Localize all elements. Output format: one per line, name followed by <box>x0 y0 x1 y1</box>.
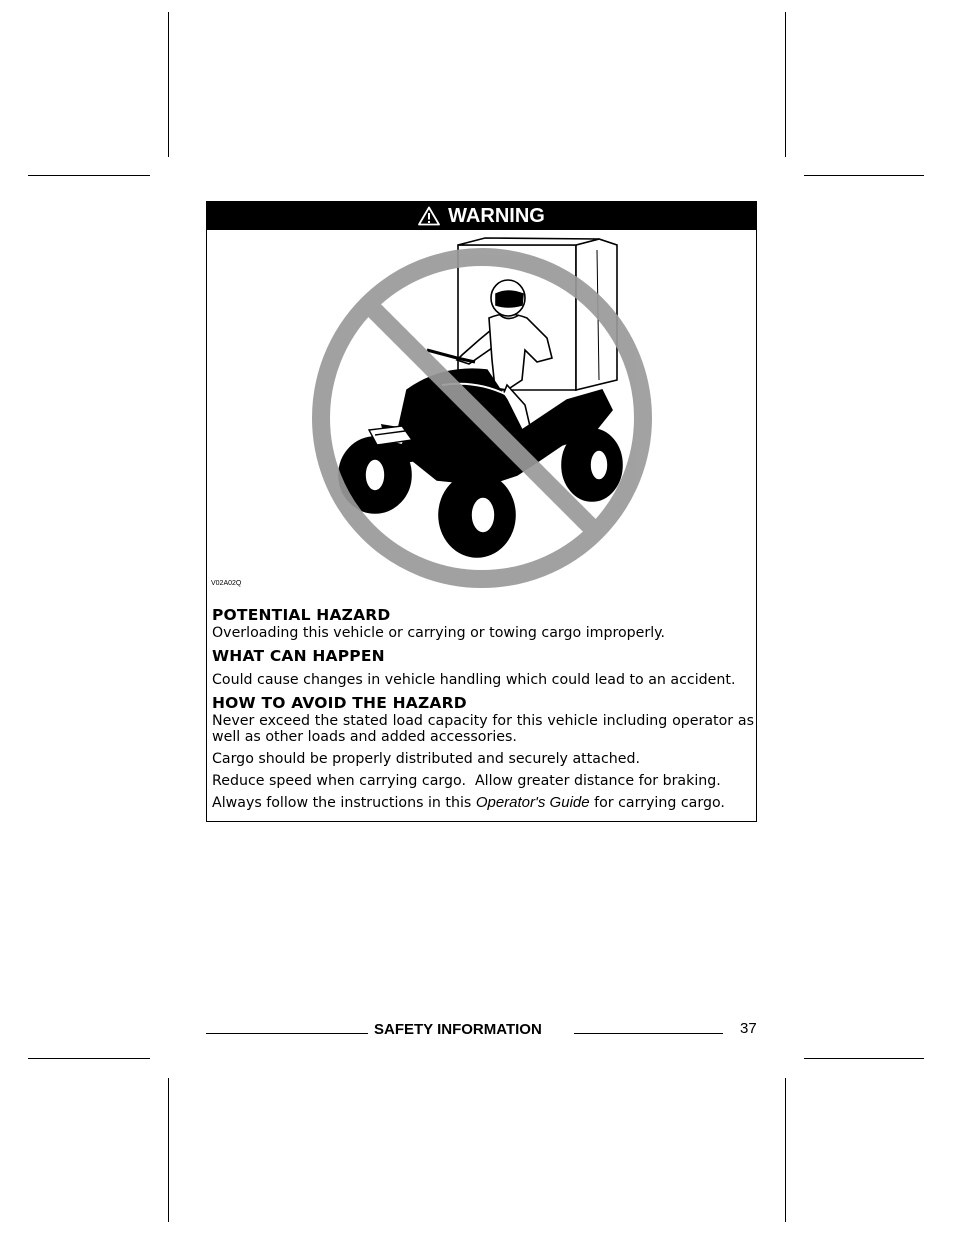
crop-mark <box>28 1058 150 1059</box>
avoid-item: Cargo should be properly distributed and securely attached. <box>212 751 641 767</box>
warning-header <box>207 202 756 230</box>
potential-hazard-text: Overloading this vehicle or carrying or towing cargo improperly. <box>212 625 666 641</box>
avoid-item-text: Always follow the instructions in this <box>212 795 476 811</box>
crop-mark <box>804 1058 924 1059</box>
avoid-item: Never exceed the stated load capacity for this vehicle including operator as well as other loads and added accessories. <box>212 713 754 745</box>
crop-mark <box>28 175 150 176</box>
what-can-happen-text: Could cause changes in vehicle handling which could lead to an accident. <box>212 672 736 688</box>
warning-title: WARNING <box>448 204 545 227</box>
crop-mark <box>785 12 786 157</box>
potential-hazard-heading: POTENTIAL HAZARD <box>212 606 391 624</box>
crop-mark <box>168 1078 169 1222</box>
avoid-item-text: for carrying cargo. <box>589 795 725 811</box>
crop-mark <box>168 12 169 157</box>
warning-triangle-icon <box>418 206 440 226</box>
avoid-item <box>212 795 754 811</box>
page-footer <box>206 1020 758 1040</box>
warning-box <box>206 201 757 822</box>
avoid-item: Reduce speed when carrying cargo. Allow greater distance for braking. <box>212 773 721 789</box>
crop-mark <box>804 175 924 176</box>
footer-rule <box>206 1033 368 1034</box>
warning-content <box>212 606 754 811</box>
figure-code: V02A02Q <box>211 580 242 587</box>
how-to-avoid-heading: HOW TO AVOID THE HAZARD <box>212 694 467 712</box>
footer-rule <box>574 1033 723 1034</box>
operators-guide-title: Operator's Guide <box>475 794 590 811</box>
crop-mark <box>785 1078 786 1222</box>
section-title: SAFETY INFORMATION <box>374 1021 542 1038</box>
what-can-happen-heading: WHAT CAN HAPPEN <box>212 647 385 665</box>
atv-overload-illustration <box>207 230 756 595</box>
page-number: 37 <box>740 1020 757 1037</box>
